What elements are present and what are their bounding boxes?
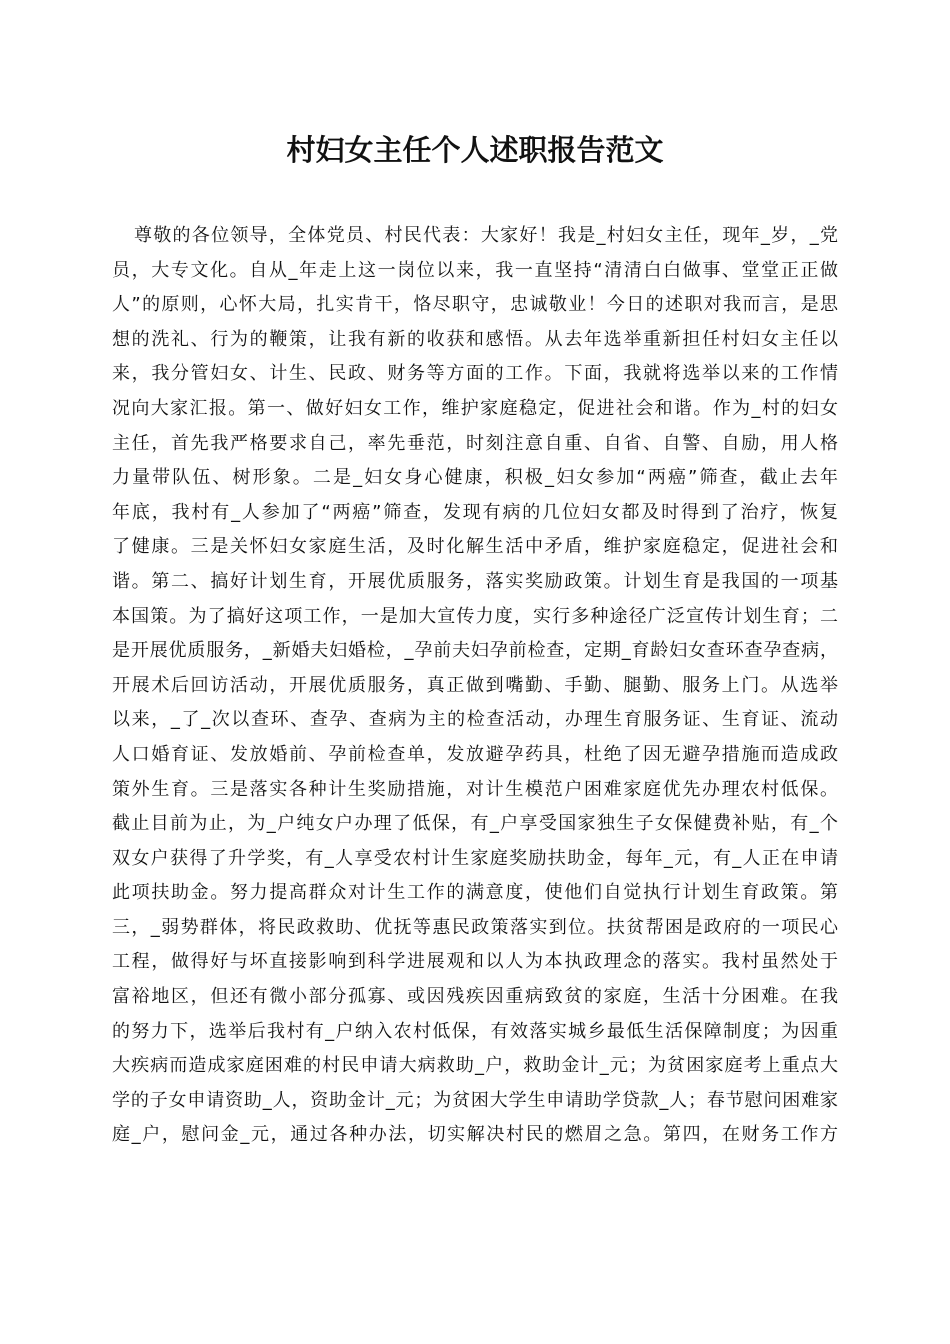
body-line: 来，我分管妇女、计生、民政、财务等方面的工作。下面，我就将选举以来的工作情 — [112, 363, 838, 385]
document-title: 村妇女主任个人述职报告范文 — [286, 133, 664, 167]
body-line: 本国策。为了搞好这项工作，一是加大宣传力度，实行多种途径广泛宣传计划生育；二 — [112, 605, 838, 627]
body-line: 庭_户，慰问金_元，通过各种办法，切实解决村民的燃眉之急。第四，在财务工作方 — [112, 1124, 838, 1146]
body-line: 力量带队伍、树形象。二是_妇女身心健康，积极_妇女参加“两癌”筛查，截止去年 — [112, 467, 838, 489]
body-line: 人”的原则，心怀大局，扎实肯干，恪尽职守，忠诚敬业！今日的述职对我而言，是思 — [112, 294, 838, 316]
body-line: 了健康。三是关怀妇女家庭生活，及时化解生活中矛盾，维护家庭稳定，促进社会和 — [112, 536, 838, 558]
body-line: 大疾病而造成家庭困难的村民申请大病救助_户，救助金计_元；为贫困家庭考上重点大 — [112, 1055, 838, 1077]
body-line: 想的洗礼、行为的鞭策，让我有新的收获和感悟。从去年选举重新担任村妇女主任以 — [112, 328, 838, 350]
body-line: 员，大专文化。自从_年走上这一岗位以来，我一直坚持“清清白白做事、堂堂正正做 — [112, 259, 838, 281]
body-line: 谐。第二、搞好计划生育，开展优质服务，落实奖励政策。计划生育是我国的一项基 — [112, 570, 838, 592]
body-line: 的努力下，选举后我村有_户纳入农村低保，有效落实城乡最低生活保障制度；为因重 — [112, 1020, 838, 1042]
body-line: 以来，_了_次以查环、查孕、查病为主的检查活动，办理生育服务证、生育证、流动 — [112, 709, 838, 731]
body-line: 尊敬的各位领导，全体党员、村民代表：大家好！我是_村妇女主任，现年_岁，_党 — [134, 225, 838, 246]
body-line: 主任，首先我严格要求自己，率先垂范，时刻注意自重、自省、自警、自励，用人格 — [112, 432, 838, 454]
body-line: 策外生育。三是落实各种计生奖励措施，对计生模范户困难家庭优先办理农村低保。 — [112, 778, 838, 800]
document-body — [112, 219, 838, 1153]
body-line: 是开展优质服务，_新婚夫妇婚检，_孕前夫妇孕前检查，定期_育龄妇女查环查孕查病， — [112, 640, 838, 662]
body-line: 况向大家汇报。第一、做好妇女工作，维护家庭稳定，促进社会和谐。作为_村的妇女 — [112, 397, 838, 419]
body-line: 工程，做得好与坏直接影响到科学进展观和以人为本执政理念的落实。我村虽然处于 — [112, 951, 838, 973]
body-line: 富裕地区，但还有微小部分孤寡、或因残疾因重病致贫的家庭，生活十分困难。在我 — [112, 986, 838, 1008]
body-line: 三，_弱势群体，将民政救助、优抚等惠民政策落实到位。扶贫帮困是政府的一项民心 — [112, 916, 838, 938]
body-line: 开展术后回访活动，开展优质服务，真正做到嘴勤、手勤、腿勤、服务上门。从选举 — [112, 674, 838, 696]
body-line: 截止目前为止，为_户纯女户办理了低保，有_户享受国家独生子女保健费补贴，有_个 — [112, 813, 838, 835]
body-line: 年底，我村有_人参加了“两癌”筛查，发现有病的几位妇女都及时得到了治疗，恢复 — [112, 501, 838, 523]
body-line: 人口婚育证、发放婚前、孕前检查单，发放避孕药具，杜绝了因无避孕措施而造成政 — [112, 743, 838, 765]
body-line: 学的子女申请资助_人，资助金计_元；为贫困大学生申请助学贷款_人；春节慰问困难家 — [112, 1089, 838, 1111]
body-line: 双女户获得了升学奖，有_人享受农村计生家庭奖励扶助金，每年_元，有_人正在申请 — [112, 847, 838, 869]
body-line: 此项扶助金。努力提高群众对计生工作的满意度，使他们自觉执行计划生育政策。第 — [112, 882, 838, 904]
